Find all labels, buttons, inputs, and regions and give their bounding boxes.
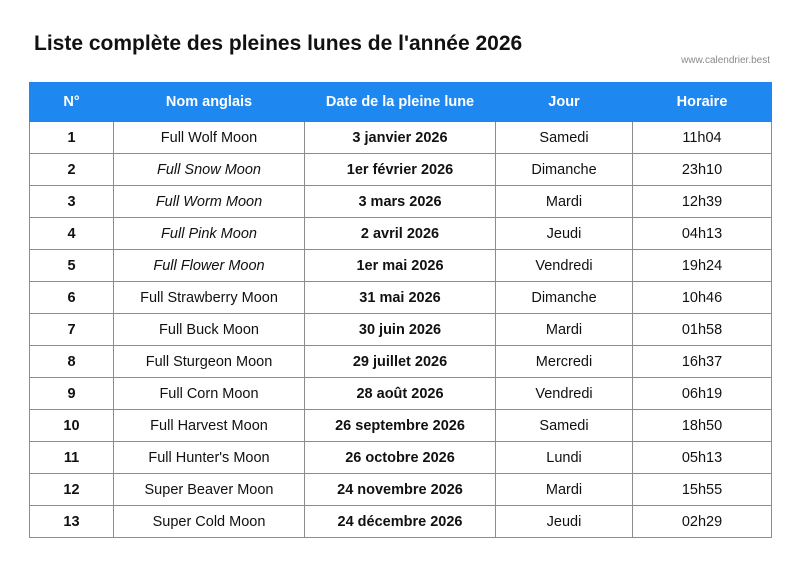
cell-date: 28 août 2026	[305, 378, 496, 410]
cell-day: Dimanche	[496, 282, 633, 314]
cell-time: 04h13	[633, 218, 772, 250]
cell-number: 8	[30, 346, 114, 378]
cell-date: 31 mai 2026	[305, 282, 496, 314]
cell-number: 3	[30, 186, 114, 218]
cell-english-name: Full Worm Moon	[114, 186, 305, 218]
table-row	[30, 218, 772, 250]
cell-day: Mercredi	[496, 346, 633, 378]
cell-date: 2 avril 2026	[305, 218, 496, 250]
cell-number: 6	[30, 282, 114, 314]
table-row	[30, 122, 772, 154]
cell-day: Lundi	[496, 442, 633, 474]
cell-number: 2	[30, 154, 114, 186]
cell-date: 24 décembre 2026	[305, 506, 496, 538]
table-row	[30, 250, 772, 282]
table-row	[30, 154, 772, 186]
cell-number: 5	[30, 250, 114, 282]
table-row	[30, 474, 772, 506]
cell-date: 3 janvier 2026	[305, 122, 496, 154]
header-english-name: Nom anglais	[114, 83, 305, 122]
cell-english-name: Full Buck Moon	[114, 314, 305, 346]
cell-english-name: Full Flower Moon	[114, 250, 305, 282]
cell-english-name: Full Harvest Moon	[114, 410, 305, 442]
cell-number: 4	[30, 218, 114, 250]
cell-time: 16h37	[633, 346, 772, 378]
cell-time: 23h10	[633, 154, 772, 186]
cell-time: 02h29	[633, 506, 772, 538]
cell-time: 19h24	[633, 250, 772, 282]
cell-date: 3 mars 2026	[305, 186, 496, 218]
header-time: Horaire	[633, 83, 772, 122]
cell-english-name: Full Pink Moon	[114, 218, 305, 250]
cell-english-name: Full Sturgeon Moon	[114, 346, 305, 378]
cell-day: Vendredi	[496, 250, 633, 282]
cell-time: 18h50	[633, 410, 772, 442]
cell-day: Mardi	[496, 314, 633, 346]
cell-day: Jeudi	[496, 218, 633, 250]
cell-number: 7	[30, 314, 114, 346]
table-row	[30, 506, 772, 538]
cell-english-name: Super Beaver Moon	[114, 474, 305, 506]
cell-number: 11	[30, 442, 114, 474]
cell-number: 9	[30, 378, 114, 410]
table-header-row	[30, 83, 772, 122]
cell-english-name: Full Corn Moon	[114, 378, 305, 410]
cell-number: 10	[30, 410, 114, 442]
table-row	[30, 410, 772, 442]
table-row	[30, 442, 772, 474]
cell-number: 1	[30, 122, 114, 154]
page-title: Liste complète des pleines lunes de l'année 2026	[34, 32, 523, 55]
table-row	[30, 282, 772, 314]
cell-day: Dimanche	[496, 154, 633, 186]
cell-day: Jeudi	[496, 506, 633, 538]
cell-time: 10h46	[633, 282, 772, 314]
header-day: Jour	[496, 83, 633, 122]
cell-date: 1er mai 2026	[305, 250, 496, 282]
table-row	[30, 186, 772, 218]
cell-english-name: Full Strawberry Moon	[114, 282, 305, 314]
cell-date: 30 juin 2026	[305, 314, 496, 346]
cell-day: Samedi	[496, 410, 633, 442]
cell-day: Mardi	[496, 474, 633, 506]
cell-time: 01h58	[633, 314, 772, 346]
cell-time: 15h55	[633, 474, 772, 506]
cell-time: 05h13	[633, 442, 772, 474]
cell-time: 11h04	[633, 122, 772, 154]
cell-date: 1er février 2026	[305, 154, 496, 186]
cell-number: 13	[30, 506, 114, 538]
cell-english-name: Super Cold Moon	[114, 506, 305, 538]
cell-number: 12	[30, 474, 114, 506]
site-url: www.calendrier.best	[681, 55, 770, 66]
cell-day: Vendredi	[496, 378, 633, 410]
header-date: Date de la pleine lune	[305, 83, 496, 122]
table-row	[30, 314, 772, 346]
table-row	[30, 346, 772, 378]
cell-date: 26 septembre 2026	[305, 410, 496, 442]
header-number: N°	[30, 83, 114, 122]
cell-english-name: Full Snow Moon	[114, 154, 305, 186]
cell-date: 29 juillet 2026	[305, 346, 496, 378]
full-moon-table	[29, 82, 772, 538]
cell-time: 12h39	[633, 186, 772, 218]
table-row	[30, 378, 772, 410]
cell-date: 26 octobre 2026	[305, 442, 496, 474]
cell-day: Mardi	[496, 186, 633, 218]
cell-date: 24 novembre 2026	[305, 474, 496, 506]
cell-english-name: Full Wolf Moon	[114, 122, 305, 154]
cell-english-name: Full Hunter's Moon	[114, 442, 305, 474]
cell-time: 06h19	[633, 378, 772, 410]
cell-day: Samedi	[496, 122, 633, 154]
